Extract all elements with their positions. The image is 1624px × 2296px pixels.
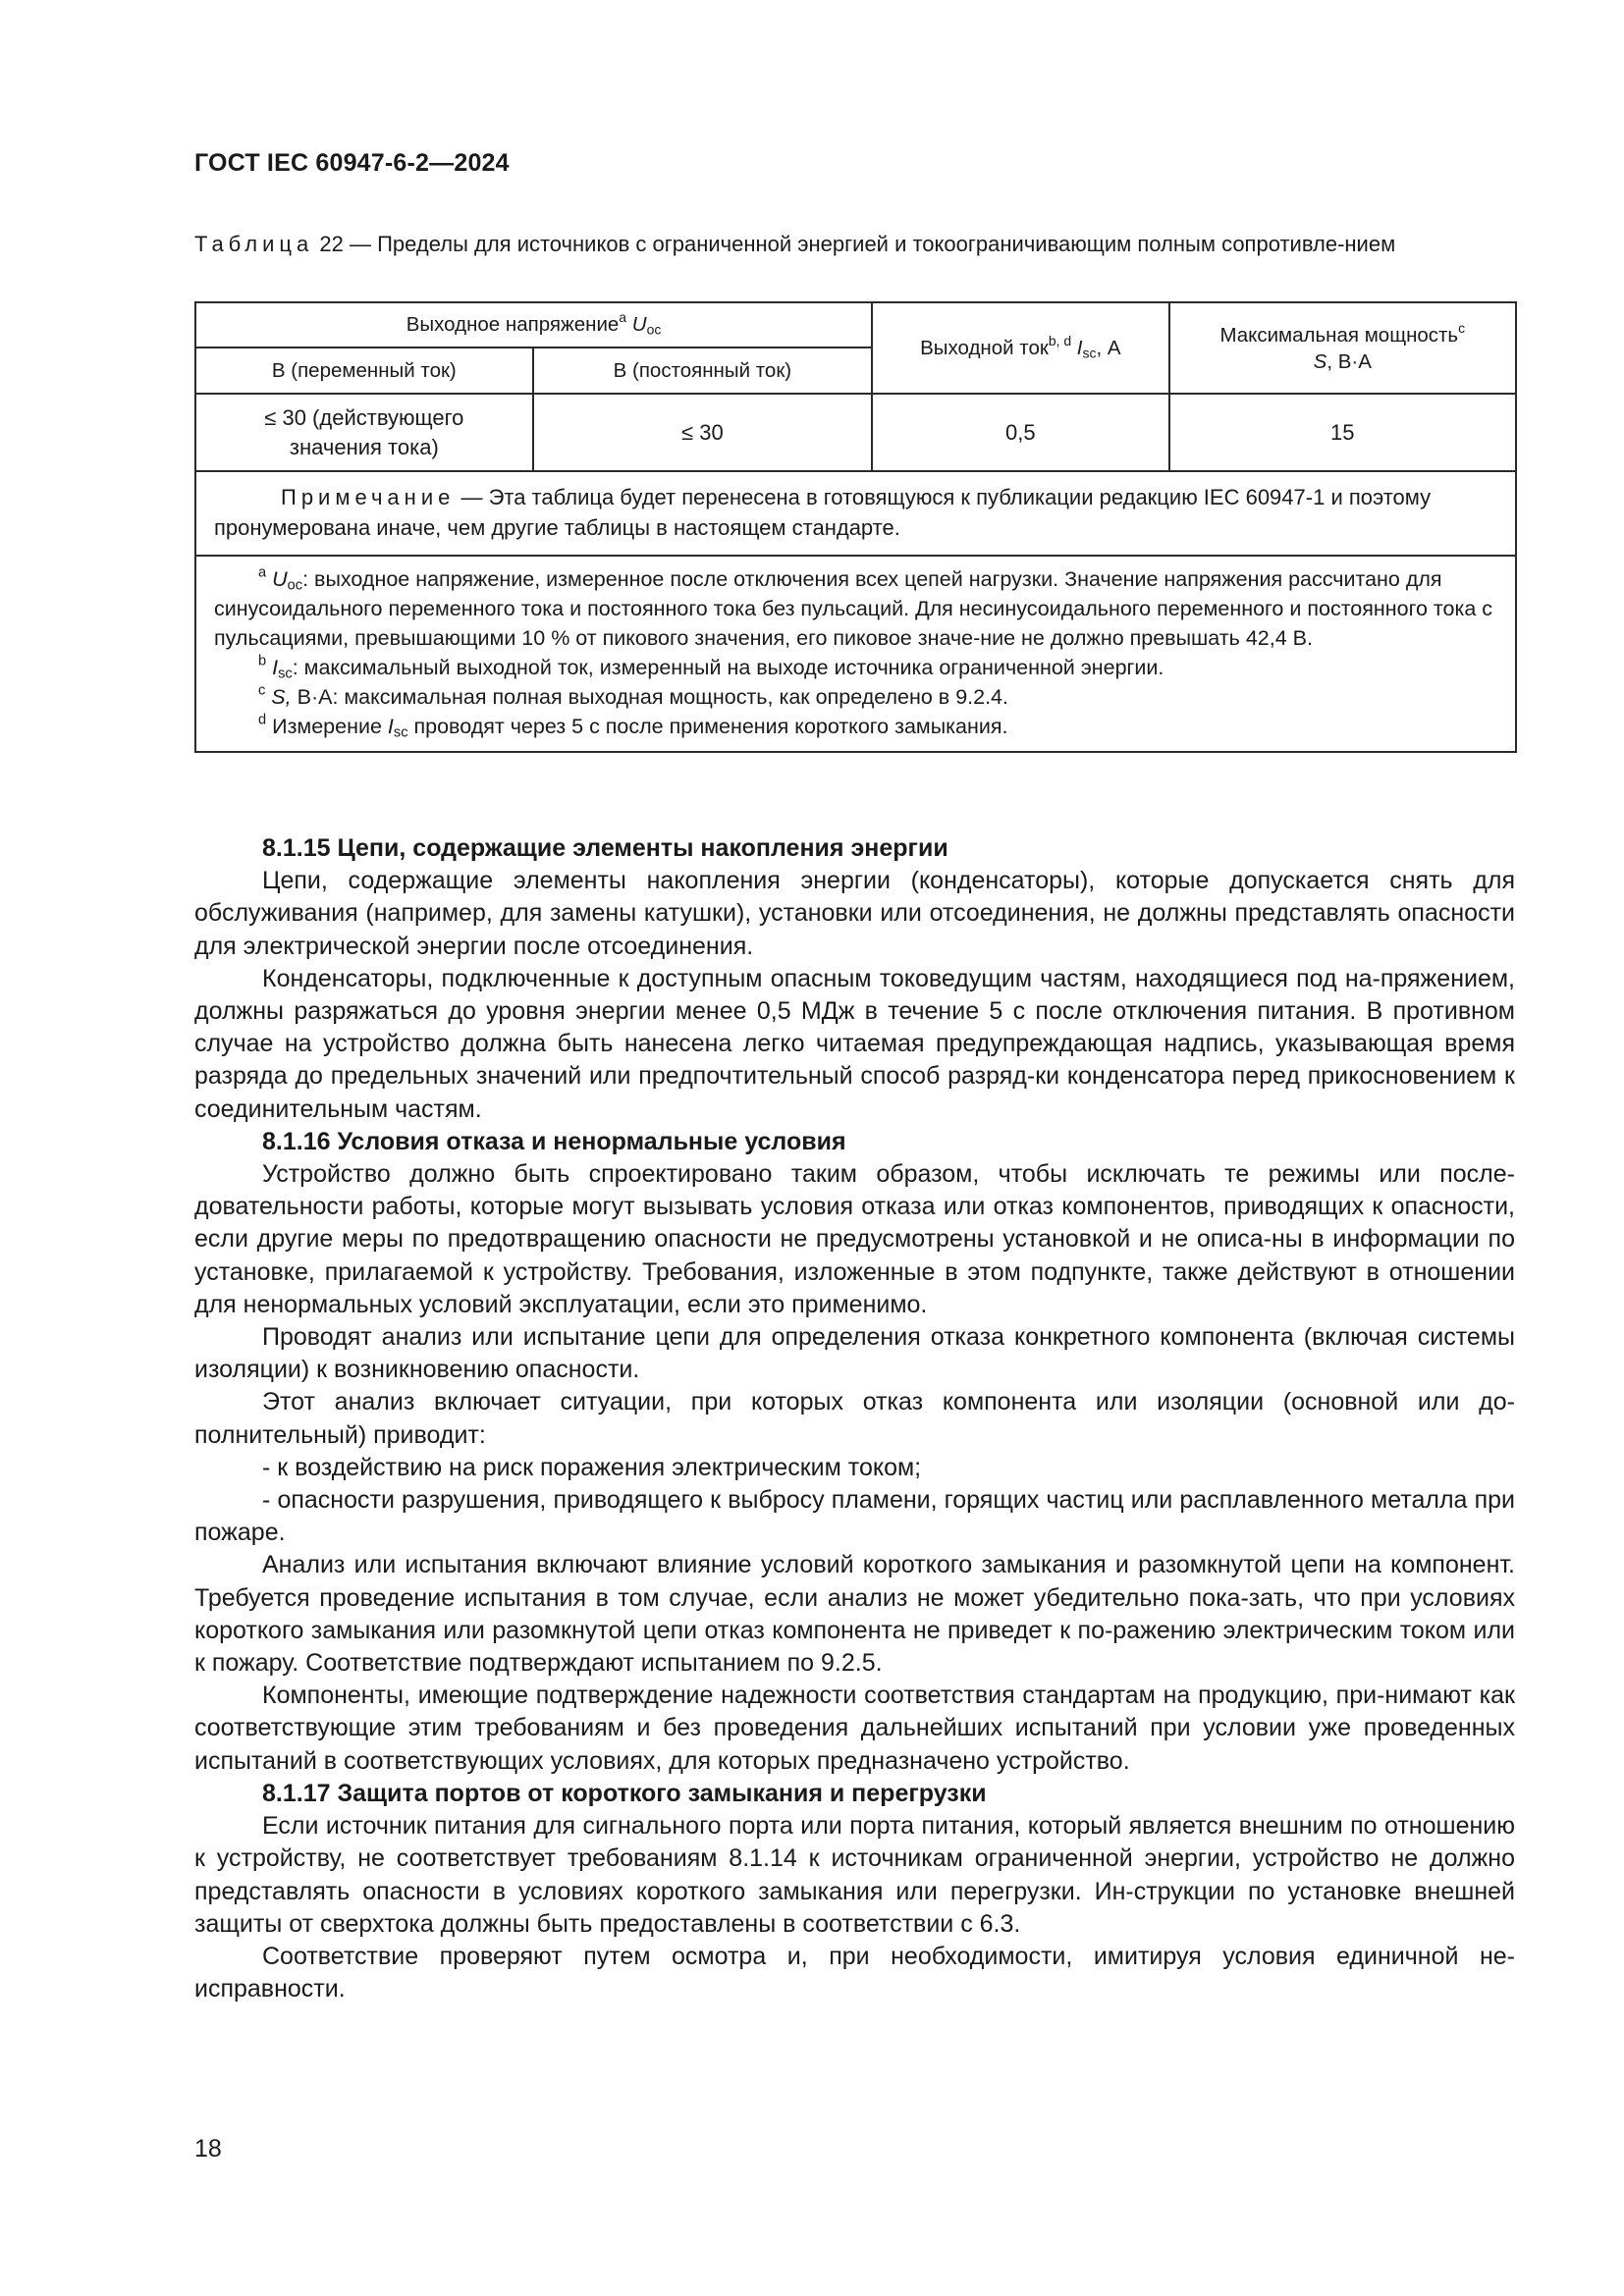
footnote-b: $^b$ $I_{sc}$: максимальный выходной ток, измеренный на выходе источника ограниченной энергии. (258, 653, 1164, 682)
ac-voltage-header: В (переменный ток) (195, 347, 533, 394)
cell-current: 0,5 (872, 394, 1168, 471)
table-caption-text: 22 — Пределы для источников с ограниченной энергией и токоограничивающим полным сопротивле-нием (319, 232, 1396, 256)
output-voltage-header: Выходное напряжение$^a$ $U_{oc}$ (195, 302, 872, 347)
limits-table (194, 301, 1517, 753)
paragraph: Устройство должно быть спроектировано таким образом, чтобы исключать те режимы или после-довательности работы, которые могут вызывать условия отказа или отказ компонентов, приводящих к опасности, если другие меры по предотвращению опасности не предусмотрены установкой и не описа-ны в информации по установке, прилагаемой к устройству. Требования, изложенные в этом подпункте, также действуют в отношении для ненормальных условий эксплуатации, если это применимо. (194, 1160, 1515, 1318)
paragraph: Этот анализ включает ситуации, при которых отказ компонента или изоляции (основной или до-полнительный) приводит: (194, 1388, 1515, 1449)
table-caption-word: Таблица (194, 232, 314, 256)
paragraph: Проводят анализ или испытание цепи для определения отказа конкретного компонента (включая системы изоляции) к возникновению опасности. (194, 1323, 1515, 1384)
cell-power: 15 (1169, 394, 1516, 471)
footnote-c: $^c$ S, В·А: максимальная полная выходная мощность, как определено в 9.2.4. (258, 682, 1008, 709)
footnote-d: $^d$ Измерение $I_{sc}$ проводят через 5 с после применения короткого замыкания. (258, 712, 1008, 741)
page-number: 18 (194, 2135, 222, 2163)
section-heading: 8.1.16 Условия отказа и ненормальные условия (262, 1127, 846, 1155)
table-note (195, 471, 1516, 556)
document-header: ГОСТ IEC 60947-6-2—2024 (194, 149, 510, 177)
paragraph: Соответствие проверяют путем осмотра и, при необходимости, имитируя условия единичной не-исправности. (194, 1942, 1515, 2003)
list-item: - к воздействию на риск поражения электрическим током; (262, 1453, 922, 1481)
output-current-header: Выходной ток$^{b, d}$ $I_{sc}$, А (872, 302, 1168, 394)
paragraph: Компоненты, имеющие подтверждение надежности соответствия стандартам на продукцию, при-нимают как соответствующие этим требованиям и без проведения дальнейших испытаний при условии уже проведенных испытаний в соответствующих условиях, для которых предназначено устройство. (194, 1682, 1515, 1775)
table-caption (194, 229, 1515, 259)
dc-voltage-header: В (постоянный ток) (533, 347, 872, 394)
cell-ac: ≤ 30 (действующего значения тока) (195, 394, 533, 471)
footnote-a: $^a$ $U_{oc}$: выходное напряжение, измеренное после отключения всех цепей нагрузки. Значение напряжения рассчитано для синусоидального переменного тока и постоянного тока без пульсаций. Для несинусоидального переменного и постоянного тока с пульсациями, превышающими 10 % от пикового значения, его пиковое значе-ние не должно превышать 42,4 В. (214, 564, 1493, 650)
table-row (195, 394, 1516, 471)
note-word: Примечание (281, 485, 456, 509)
body-text (194, 832, 1515, 2005)
list-item: - опасности разрушения, приводящего к выбросу пламени, горящих частиц или расплавленного металла при пожаре. (194, 1486, 1515, 1547)
note-text: — Эта таблица будет перенесена в готовящуюся к публикации редакцию IEC 60947-1 и поэтому пронумерована иначе, чем другие таблицы в настоящем стандарте. (214, 485, 1432, 540)
cell-dc: ≤ 30 (533, 394, 872, 471)
table-footnotes (195, 556, 1516, 752)
paragraph: Если источник питания для сигнального порта или порта питания, который является внешним по отношению к устройству, не соответствует требованиям 8.1.14 к источникам ограниченной энергии, устройство не должно представлять опасности в условиях короткого замыкания или перегрузки. Ин-струкции по установке внешней защиты от сверхтока должны быть предоставлены в соответствии с 6.3. (194, 1812, 1515, 1938)
paragraph: Конденсаторы, подключенные к доступным опасным токоведущим частям, находящиеся под на-пряжением, должны разряжаться до уровня энергии менее 0,5 МДж в течение 5 с после отключения питания. В противном случае на устройство должна быть нанесена легко читаемая предупреждающая надпись, указывающая время разряда до предельных значений или предпочтительный способ разряд-ки конденсатора перед прикосновением к соединительным частям. (194, 964, 1515, 1123)
section-heading: 8.1.15 Цепи, содержащие элементы накопления энергии (262, 834, 948, 862)
max-power-header: Максимальная мощность$^c$ S, В·А (1169, 302, 1516, 394)
section-heading: 8.1.17 Защита портов от короткого замыкания и перегрузки (262, 1779, 987, 1807)
paragraph: Цепи, содержащие элементы накопления энергии (конденсаторы), которые допускается снять для обслуживания (например, для замены катушки), установки или отсоединения, не должны представлять опасности для электрической энергии после отсоединения. (194, 867, 1515, 960)
paragraph: Анализ или испытания включают влияние условий короткого замыкания и разомкнутой цепи на компонент. Требуется проведение испытания в том случае, если анализ не может убедительно пока-зать, что при условиях короткого замыкания или разомкнутой цепи отказ компонента не приведет к по-ражению электрическим током или к пожару. Соответствие подтверждают испытанием по 9.2.5. (194, 1551, 1515, 1678)
